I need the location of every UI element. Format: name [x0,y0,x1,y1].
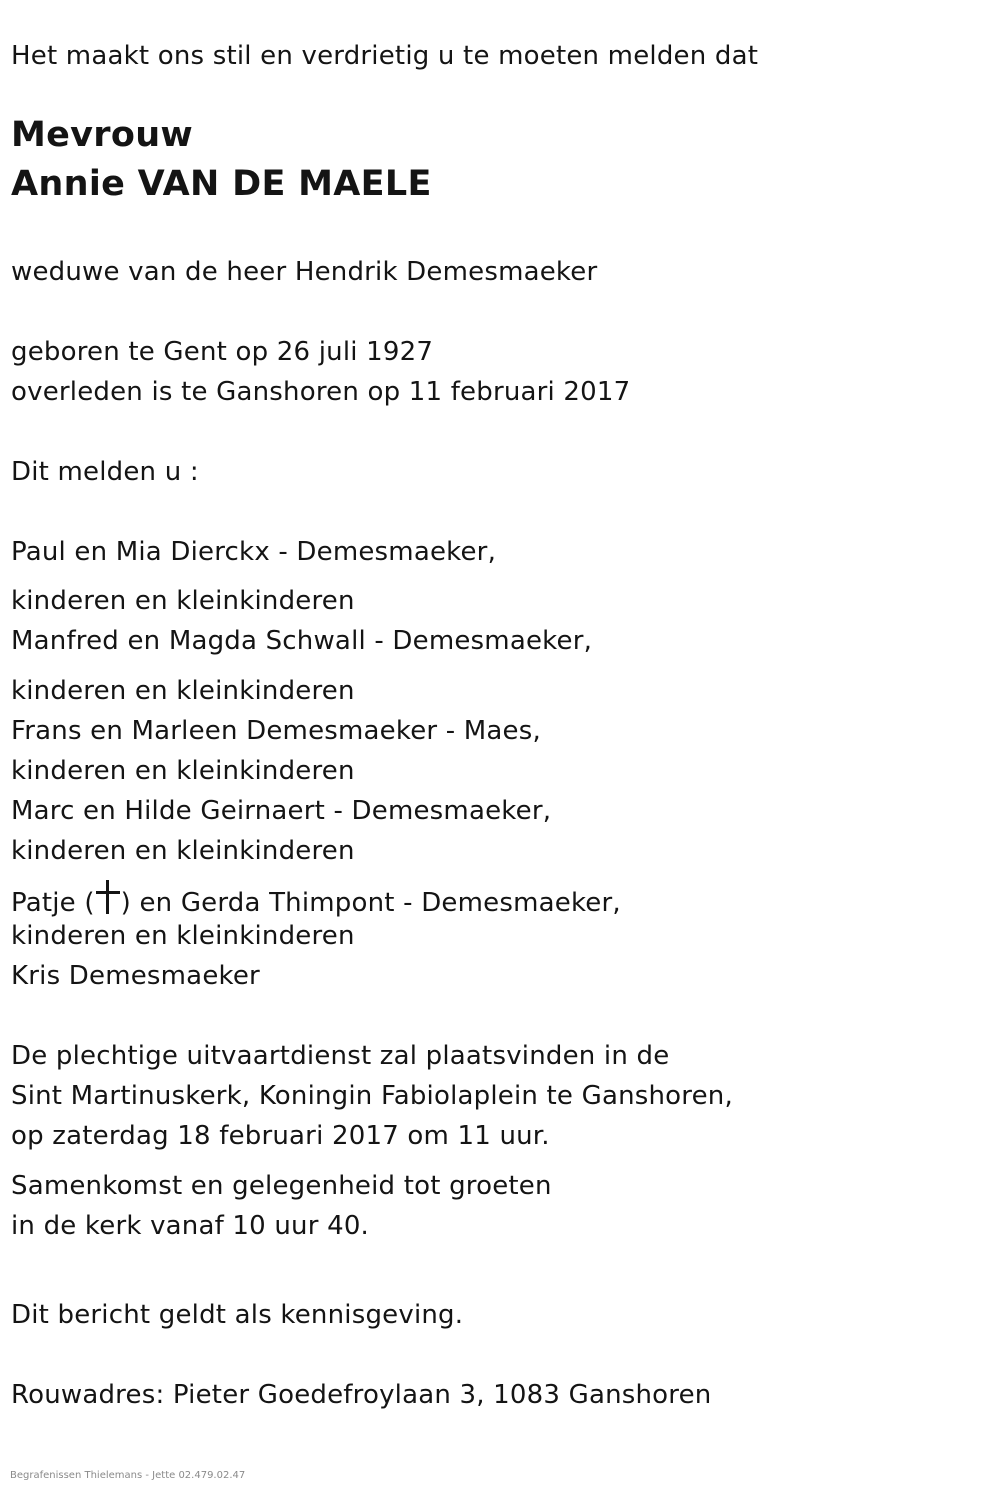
birth-line: geboren te Gent op 26 juli 1927 [11,337,434,367]
service-line: Sint Martinuskerk, Koningin Fabiolaplein te Ganshoren, [11,1081,733,1111]
family-line [11,880,621,919]
gathering-line: in de kerk vanaf 10 uur 40. [11,1211,370,1241]
family-line-suffix: ) en Gerda Thimpont - Demesmaeker, [120,888,621,918]
family-line: Kris Demesmaeker [11,961,260,991]
family-line: Manfred en Magda Schwall - Demesmaeker, [11,626,593,656]
cross-icon [95,880,121,914]
family-line: Marc en Hilde Geirnaert - Demesmaeker, [11,796,552,826]
family-subline: kinderen en kleinkinderen [11,836,355,866]
service-line: De plechtige uitvaartdienst zal plaatsvinden in de [11,1041,670,1071]
family-line-prefix: Patje ( [11,888,95,918]
family-subline: kinderen en kleinkinderen [11,676,355,706]
spouse-line: weduwe van de heer Hendrik Demesmaeker [11,257,598,287]
family-line: Frans en Marleen Demesmaeker - Maes, [11,716,541,746]
intro-text: Het maakt ons stil en verdrietig u te moeten melden dat [11,41,759,71]
family-subline: kinderen en kleinkinderen [11,921,355,951]
service-line: op zaterdag 18 februari 2017 om 11 uur. [11,1121,550,1151]
notice-line: Dit bericht geldt als kennisgeving. [11,1300,464,1330]
gathering-line: Samenkomst en gelegenheid tot groeten [11,1171,552,1201]
family-line: Paul en Mia Dierckx - Demesmaeker, [11,537,497,567]
death-line: overleden is te Ganshoren op 11 februari 2017 [11,377,631,407]
family-subline: kinderen en kleinkinderen [11,756,355,786]
deceased-name: Annie VAN DE MAELE [11,164,432,204]
announce-line: Dit melden u : [11,457,199,487]
title-salutation: Mevrouw [11,115,194,155]
address-line: Rouwadres: Pieter Goedefroylaan 3, 1083 Ganshoren [11,1380,712,1410]
family-subline: kinderen en kleinkinderen [11,586,355,616]
footer-credit: Begrafenissen Thielemans - Jette 02.479.02.47 [10,1470,246,1481]
